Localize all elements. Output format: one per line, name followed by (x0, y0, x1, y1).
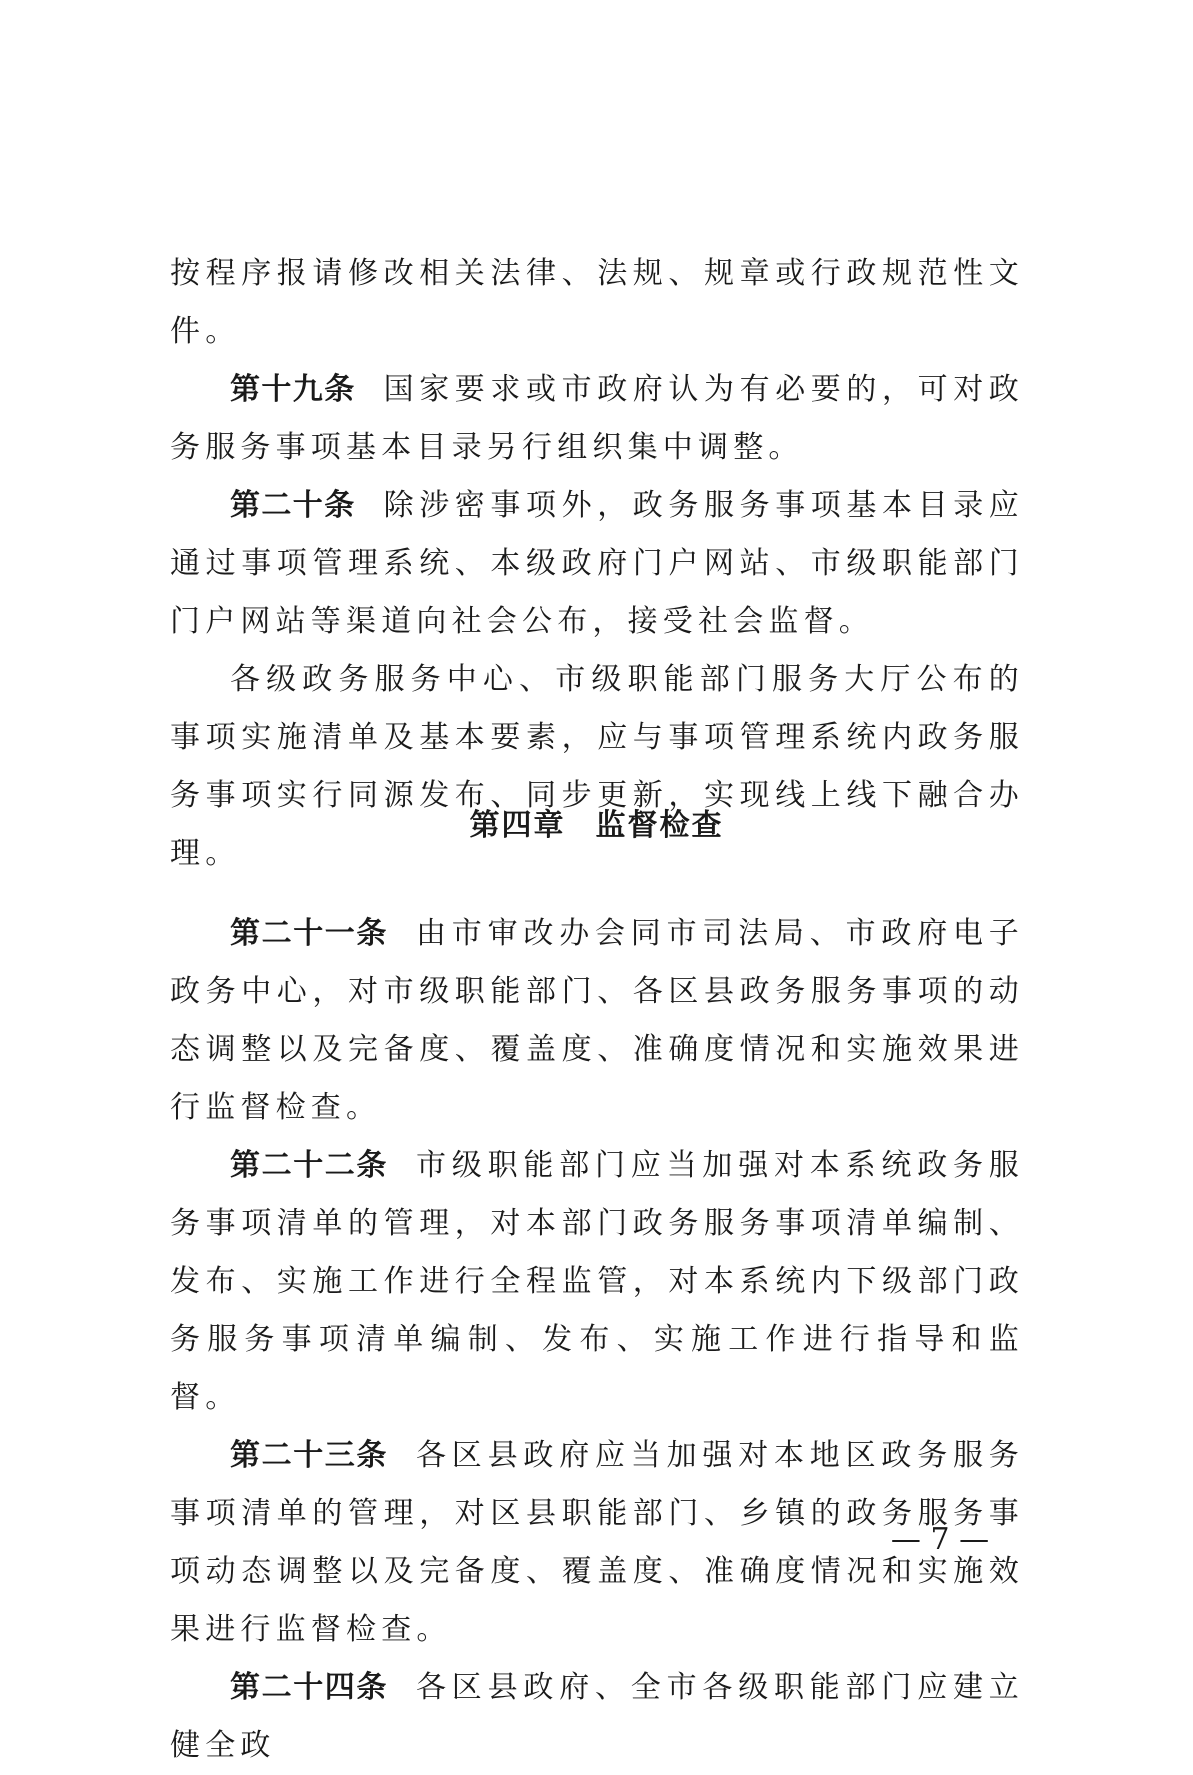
article-text: 市级职能部门应当加强对本系统政务服务事项清单的管理，对本部门政务服务事项清单编制、发布、实施工作进行全程监管，对本系统内下级部门政务服务事项清单编制、发布、实施工作进行指导和监督。 (170, 1148, 1024, 1415)
article-24 (170, 1659, 1024, 1775)
article-label: 第二十条 (230, 488, 356, 523)
article-22 (170, 1137, 1024, 1427)
article-label: 第二十一条 (230, 916, 388, 951)
article-text: 除涉密事项外，政务服务事项基本目录应通过事项管理系统、本级政府门户网站、市级职能部门门户网站等渠道向社会公布，接受社会监督。 (170, 488, 1025, 639)
article-text: 各区县政府应当加强对本地区政务服务事项清单的管理，对区县职能部门、乡镇的政务服务事项动态调整以及完备度、覆盖度、准确度情况和实施效果进行监督检查。 (170, 1438, 1024, 1647)
article-label: 第二十三条 (230, 1438, 388, 1473)
article-20 (170, 477, 1024, 651)
chapter-heading (0, 800, 1193, 844)
paragraph-continuation (170, 245, 1024, 361)
article-19 (170, 361, 1024, 477)
article-text: 国家要求或市政府认为有必要的，可对政务服务事项基本目录另行组织集中调整。 (170, 372, 1025, 465)
article-21 (170, 905, 1024, 1137)
chapter-title: 监督检查 (595, 808, 724, 843)
body-text-top (170, 245, 1024, 883)
body-text-chapter-4 (170, 905, 1024, 1775)
chapter-number: 第四章 (469, 808, 566, 843)
paragraph-text: 各级政务服务中心、市级职能部门服务大厅公布的事项实施清单及基本要素，应与事项管理系统内政务服务事项实行同源发布、同步更新，实现线上线下融合办理。 (170, 662, 1024, 871)
article-label: 第二十四条 (230, 1670, 388, 1705)
article-text: 由市审改办会同市司法局、市政府电子政务中心，对市级职能部门、各区县政务服务事项的动态调整以及完备度、覆盖度、准确度情况和实施效果进行监督检查。 (170, 916, 1024, 1125)
article-label: 第二十二条 (230, 1148, 388, 1183)
article-text: 各区县政府、全市各级职能部门应建立健全政 (170, 1670, 1024, 1763)
paragraph-text: 按程序报请修改相关法律、法规、规章或行政规范性文件。 (170, 256, 1024, 349)
article-label: 第十九条 (230, 372, 356, 407)
article-20-paragraph-2 (170, 651, 1024, 883)
page-number: — 7 — (890, 1522, 990, 1557)
